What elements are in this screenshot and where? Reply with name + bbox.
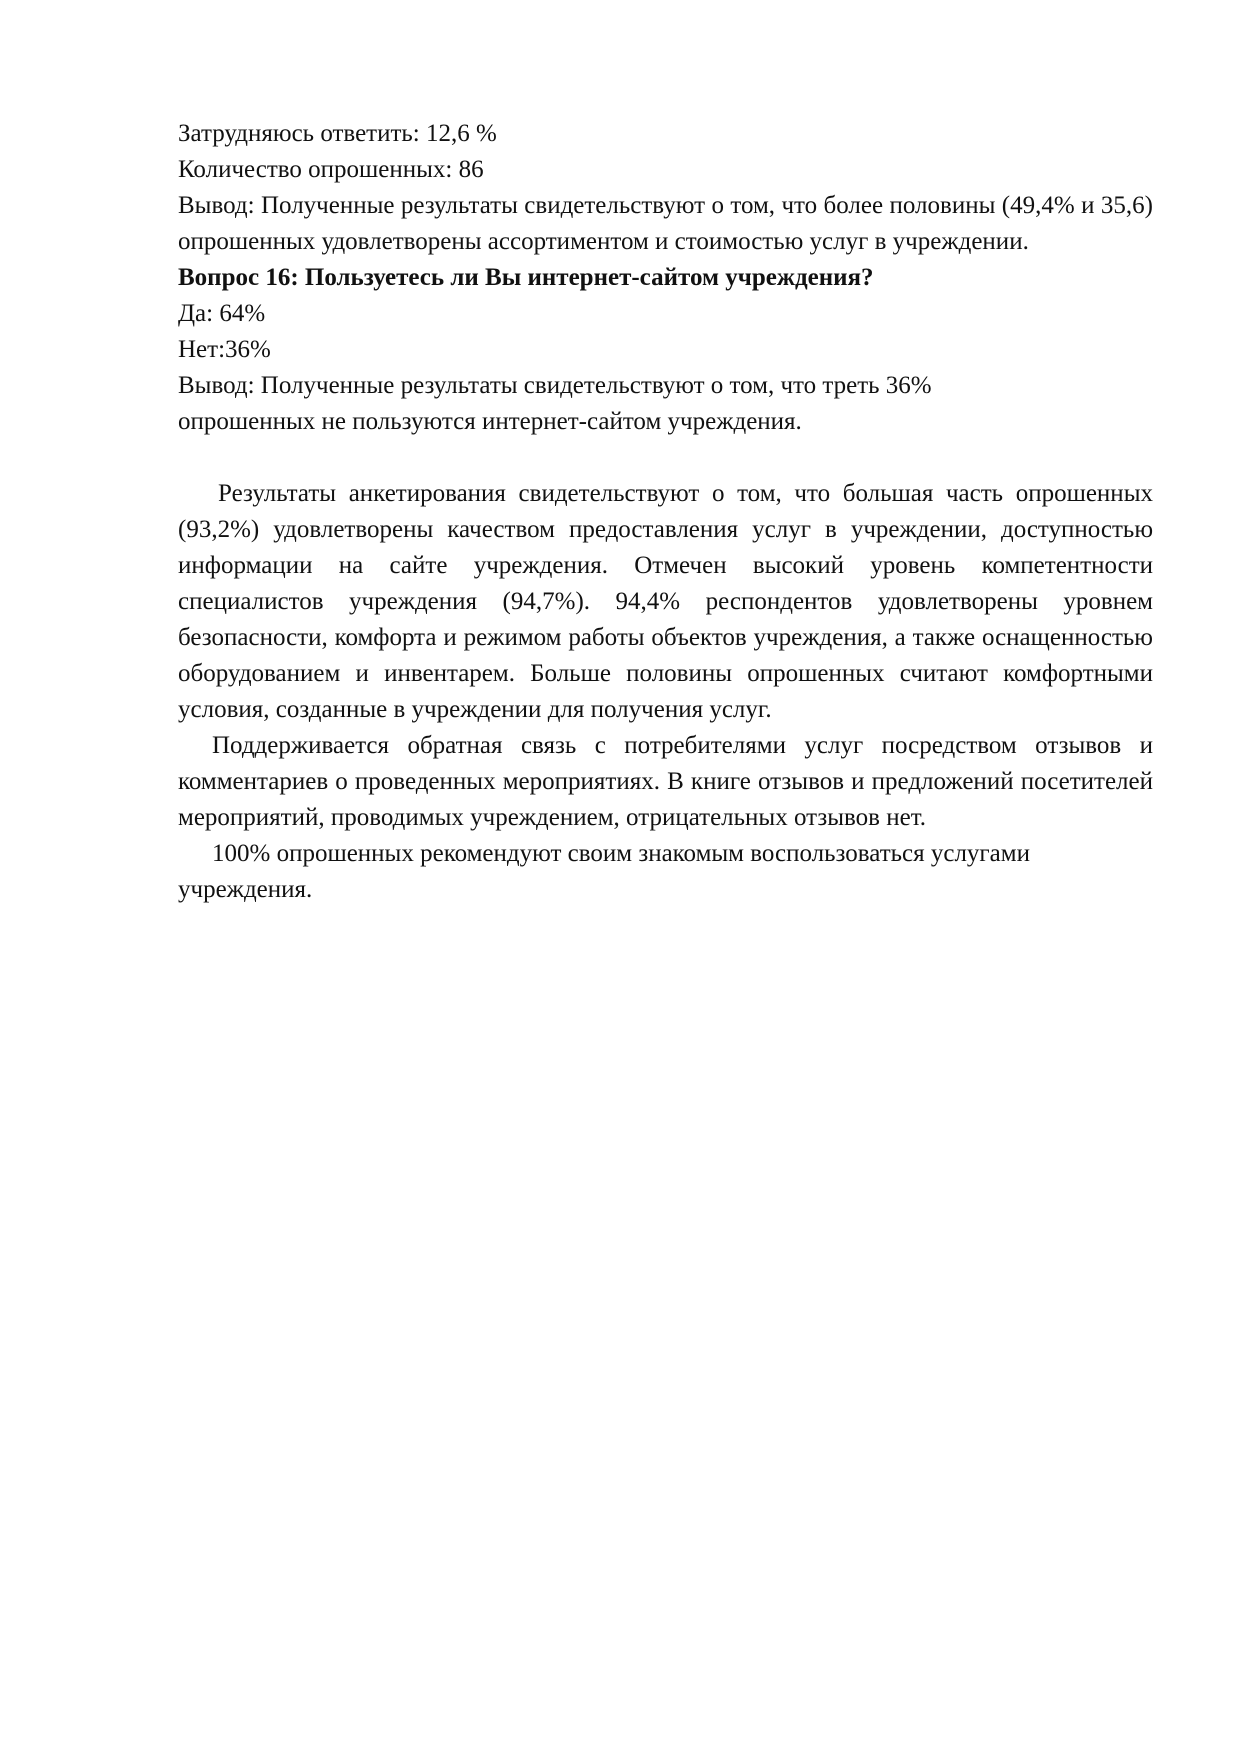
question-16-heading: Вопрос 16: Пользуетесь ли Вы интернет-сайтом учреждения? (178, 264, 874, 291)
summary-paragraph-3-line-1: 100% опрошенных рекомендуют своим знакомым воспользоваться услугами (212, 840, 1030, 867)
answer-no-line: Нет:36% (178, 336, 271, 363)
difficult-answer-line: Затрудняюсь ответить: 12,6 % (178, 120, 497, 147)
blank-line (178, 440, 1153, 476)
conclusion-paragraph-1: Вывод: Полученные результаты свидетельствуют о том, что более половины (49,4% и 35,6) опрошенных удовлетворены ассортиментом и стоимостью услуг в учреждении. (178, 192, 1153, 255)
respondents-count-line: Количество опрошенных: 86 (178, 156, 484, 183)
summary-paragraph-1: Результаты анкетирования свидетельствуют о том, что большая часть опрошенных (93,2%) удовлетворены качеством предоставления услуг в учреждении, доступностью информации на сайте учреждения. Отмечен высокий уровень компетентности специалистов учреждения (94,7%). 94,4% респондентов удовлетворены уровнем безопасности, комфорта и режимом работы объектов учреждения, а также оснащенностью оборудованием и инвентарем. Больше половины опрошенных считают комфортными условия, созданные в учреждении для получения услуг. (178, 480, 1153, 723)
summary-paragraph-2: Поддерживается обратная связь с потребителями услуг посредством отзывов и комментариев о проведенных мероприятиях. В книге отзывов и предложений посетителей мероприятий, проводимых учреждением, отрицательных отзывов нет. (178, 732, 1153, 831)
conclusion-16-line-1: Вывод: Полученные результаты свидетельствуют о том, что треть 36% (178, 372, 932, 399)
document-page (178, 116, 1153, 908)
answer-yes-line: Да: 64% (178, 300, 266, 327)
conclusion-16-line-2: опрошенных не пользуются интернет-сайтом учреждения. (178, 408, 802, 435)
summary-paragraph-3-line-2: учреждения. (178, 876, 313, 903)
